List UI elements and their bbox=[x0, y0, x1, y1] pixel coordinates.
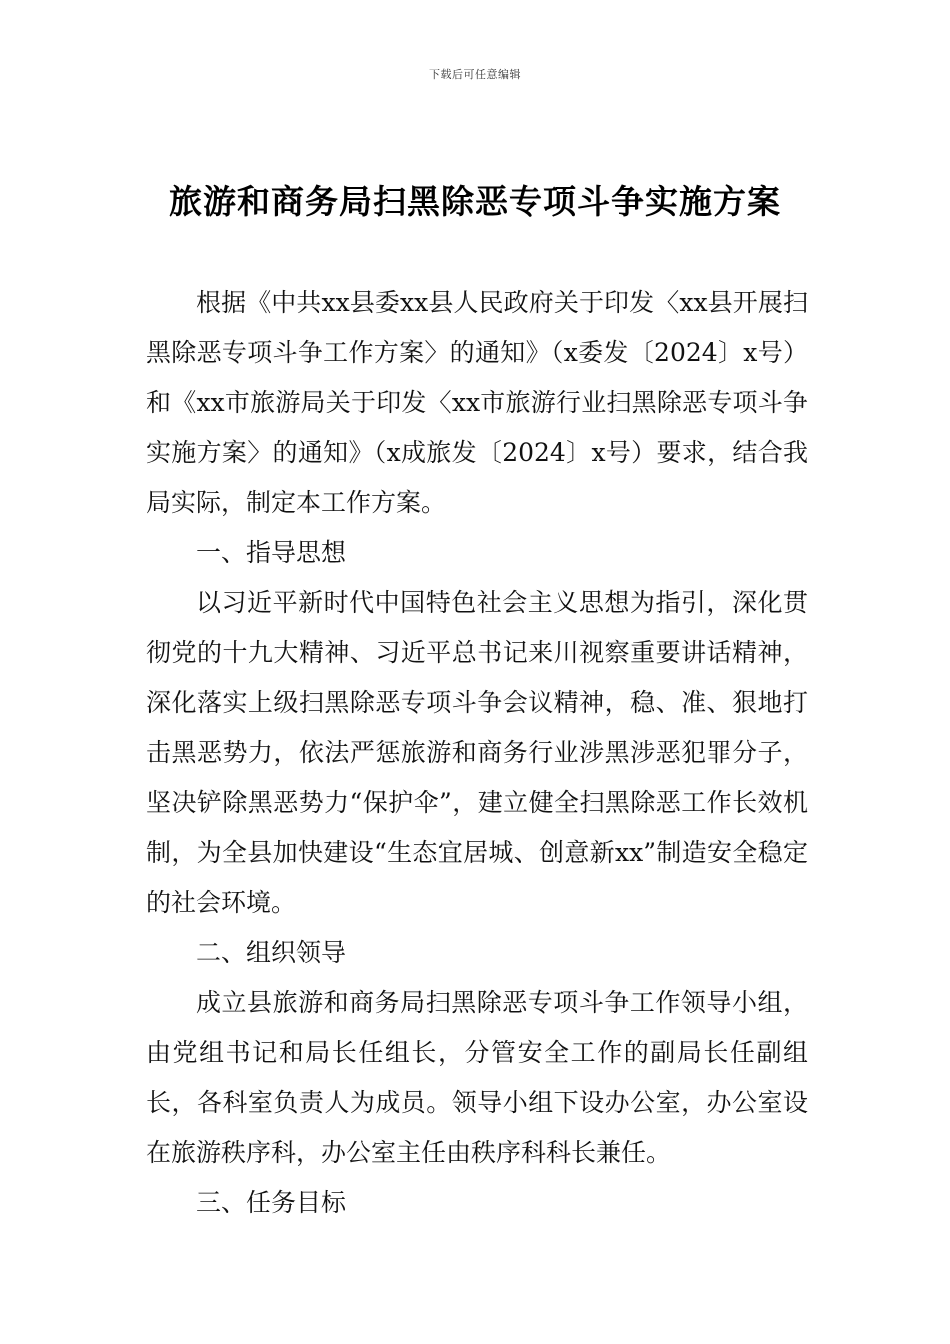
section-heading-organization: 二、组织领导 bbox=[196, 938, 347, 967]
section-heading-guiding-ideology: 一、指导思想 bbox=[196, 538, 347, 567]
document-body bbox=[146, 278, 808, 1228]
paragraph-guiding-ideology: 以习近平新时代中国特色社会主义思想为指引，深化贯彻党的十九大精神、习近平总书记来川视察重要讲话精神，深化落实上级扫黑除恶专项斗争会议精神，稳、准、狠地打击黑恶势力，依法严惩旅游和商务行业涉黑涉恶犯罪分子，坚决铲除黑恶势力“保护伞”，建立健全扫黑除恶工作长效机制，为全县加快建设“生态宜居城、创意新xx”制造安全稳定的社会环境。 bbox=[146, 588, 808, 917]
document-title: 旅游和商务局扫黑除恶专项斗争实施方案 bbox=[169, 182, 781, 221]
header-note: 下载后可任意编辑 bbox=[429, 68, 521, 81]
section-heading-task-goals: 三、任务目标 bbox=[196, 1188, 347, 1217]
paragraph-basis: 根据《中共xx县委xx县人民政府关于印发〈xx县开展扫黑除恶专项斗争工作方案〉的通知》（x委发〔2024〕x号）和《xx市旅游局关于印发〈xx市旅游行业扫黑除恶专项斗争实施方案〉的通知》（x成旅发〔2024〕x号）要求，结合我局实际，制定本工作方案。 bbox=[146, 288, 808, 517]
paragraph-organization: 成立县旅游和商务局扫黑除恶专项斗争工作领导小组，由党组书记和局长任组长，分管安全工作的副局长任副组长，各科室负责人为成员。领导小组下设办公室，办公室设在旅游秩序科，办公室主任由秩序科科长兼任。 bbox=[146, 988, 808, 1167]
